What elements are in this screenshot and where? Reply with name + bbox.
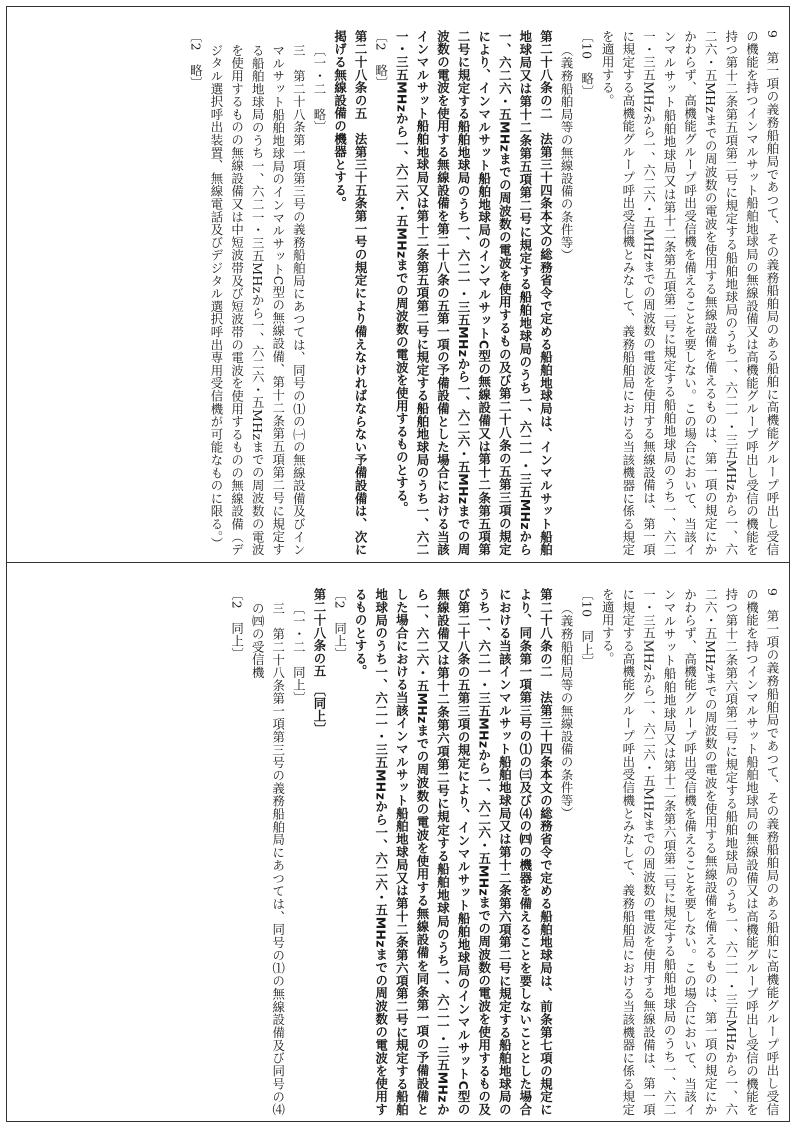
article-paragraph: 第二十八条の五 〔同上〕: [311, 588, 327, 736]
paragraph: 〔2 略〕: [373, 30, 389, 90]
paragraph: 9 第一項の義務船舶局であつて、その義務船舶局のある船舶に高機能グループ呼出し受信の機能を持つインマルサット船舶地球局の無線設備又は高機能グループ呼出し受信の機能を持つ第十二条第六項第二号に規定する船舶地球局のうち一、六二一・三五MHzから一、六二六・五MHzまでの周波数の電波を使用する無線設備を備えるものは、第一項の規定にかかわらず、高機能グループ呼出受信機を備えることを要しない。この場合において、当該インマルサット船舶地球局又は第十二条第六項第二号に規定する船舶地球局のうち一、六二一・三五MHzから一、六二六・五MHzまでの周波数の電波を使用する無線設備は、第一項に規定する高機能グループ呼出受信機とみなして、義務船舶局における当該機器に係る規定を適用する。: [600, 588, 780, 1116]
item-paragraph: 〔一・二 略〕: [311, 44, 327, 134]
article-paragraph: 第二十八条の二 法第三十四条本文の総務省令で定める船舶地球局は、前条第七項の規定により、同条第一項第三号の⑴の㈢及び⑷の㈣の機器を備えることを要しないこととした場合における当該インマルサット船舶地球局又は第十二条第六項第二号に規定する船舶地球局のうち一、六二一・三五MHzから一、六二六・五MHzまでの周波数の電波を使用するもの及び第二十八条の五第三項の規定により、インマルサット船舶地球局のインマルサットC型の無線設備又は第十二条第六項第二号に規定する船舶地球局のうち一、六二一・三五MHzから一、六二六・五MHzまでの周波数の電波を使用する無線設備を同条第一項の予備設備とした場合における当該インマルサット船舶地球局又は第十二条第六項第二号に規定する船舶地球局のうち一、六二一・三五MHzから一、六二六・五MHzまでの周波数の電波を使用するものとする。: [353, 588, 554, 1116]
article-caption: （義務船舶局等の無線設備の条件等）: [559, 602, 575, 820]
original-text-column: [220, 566, 788, 1120]
item-paragraph: 三 第二十八条第一項第三号の義務船舶局にあつては、同号の⑴の無線設備及び同号の⑷の㈣の受信機: [250, 602, 286, 1116]
paragraph: 〔2 略〕: [188, 30, 204, 90]
amended-text-panel: [8, 8, 788, 560]
amended-text-column: [179, 8, 788, 560]
paragraph: 9 第一項の義務船舶局であつて、その義務船舶局のある船舶に高機能グループ呼出し受信の機能を持つインマルサット船舶地球局の無線設備又は高機能グループ呼出し受信の機能を持つ第十二条第五項第二号に規定する船舶地球局のうち一、六二一・三五MHzから一、六二六・五MHzまでの周波数の電波を使用する無線設備を備えるものは、第一項の規定にかかわらず、高機能グループ呼出受信機を備えることを要しない。この場合において、当該インマルサット船舶地球局又は第十二条第五項第二号に規定する船舶地球局のうち一、六二一・三五MHzから一、六二六・五MHzまでの周波数の電波を使用する無線設備は、第一項に規定する高機能グループ呼出受信機とみなして、義務船舶局における当該機器に係る規定を適用する。: [600, 30, 780, 556]
article-paragraph: 第二十八条の五 法第三十五条第一号の規定により備えなければならない予備設備は、次に掲げる無線設備の機器とする。: [332, 30, 369, 556]
paragraph: 〔2 同上〕: [332, 588, 348, 661]
paragraph: 〔10 同上〕: [579, 588, 595, 669]
paragraph: 〔10 略〕: [579, 30, 595, 98]
article-caption: （義務船舶局等の無線設備の条件等）: [559, 44, 575, 262]
paragraph: 〔2 同上〕: [229, 588, 245, 661]
article-paragraph: 第二十八条の二 法第三十四条本文の総務省令で定める船舶地球局は、インマルサット船舶地球局又は第十二条第五項第二号に規定する船舶地球局のうち一、六二一・三五MHzから一、六二六・五MHzまでの周波数の電波を使用するもの及び第二十八条の五第三項の規定により、インマルサット船舶地球局のインマルサットC型の無線設備又は第十二条第五項第二号に規定する船舶地球局のうち一、六二一・三五MHzから一、六二六・五MHzまでの周波数の電波を使用する無線設備を第二十八条の五第一項の予備設備とした場合における当該インマルサット船舶地球局又は第十二条第五項第二号に規定する船舶地球局のうち一、六二一・三五MHzから一、六二六・五MHzまでの周波数の電波を使用するものとする。: [394, 30, 554, 556]
item-paragraph: 〔一・二 同上〕: [291, 602, 307, 705]
item-paragraph: 三 第二十八条第一項第三号の義務船舶局にあつては、同号の⑴の㈠の無線設備及びインマルサット船舶地球局のインマルサットC型の無線設備、第十二条第五項第二号に規定する船舶地球局のうち一、六二一・三五MHzから一、六二六・五MHzまでの周波数の電波を使用するものの無線設備又は中短波帯及び短波帯の電波を使用するものの無線設備（デジタル選択呼出装置、無線電話及びデジタル選択呼出専用受信機が可能なものに限る。）: [208, 44, 307, 556]
section-divider: [6, 562, 790, 563]
original-text-panel: [8, 566, 788, 1120]
